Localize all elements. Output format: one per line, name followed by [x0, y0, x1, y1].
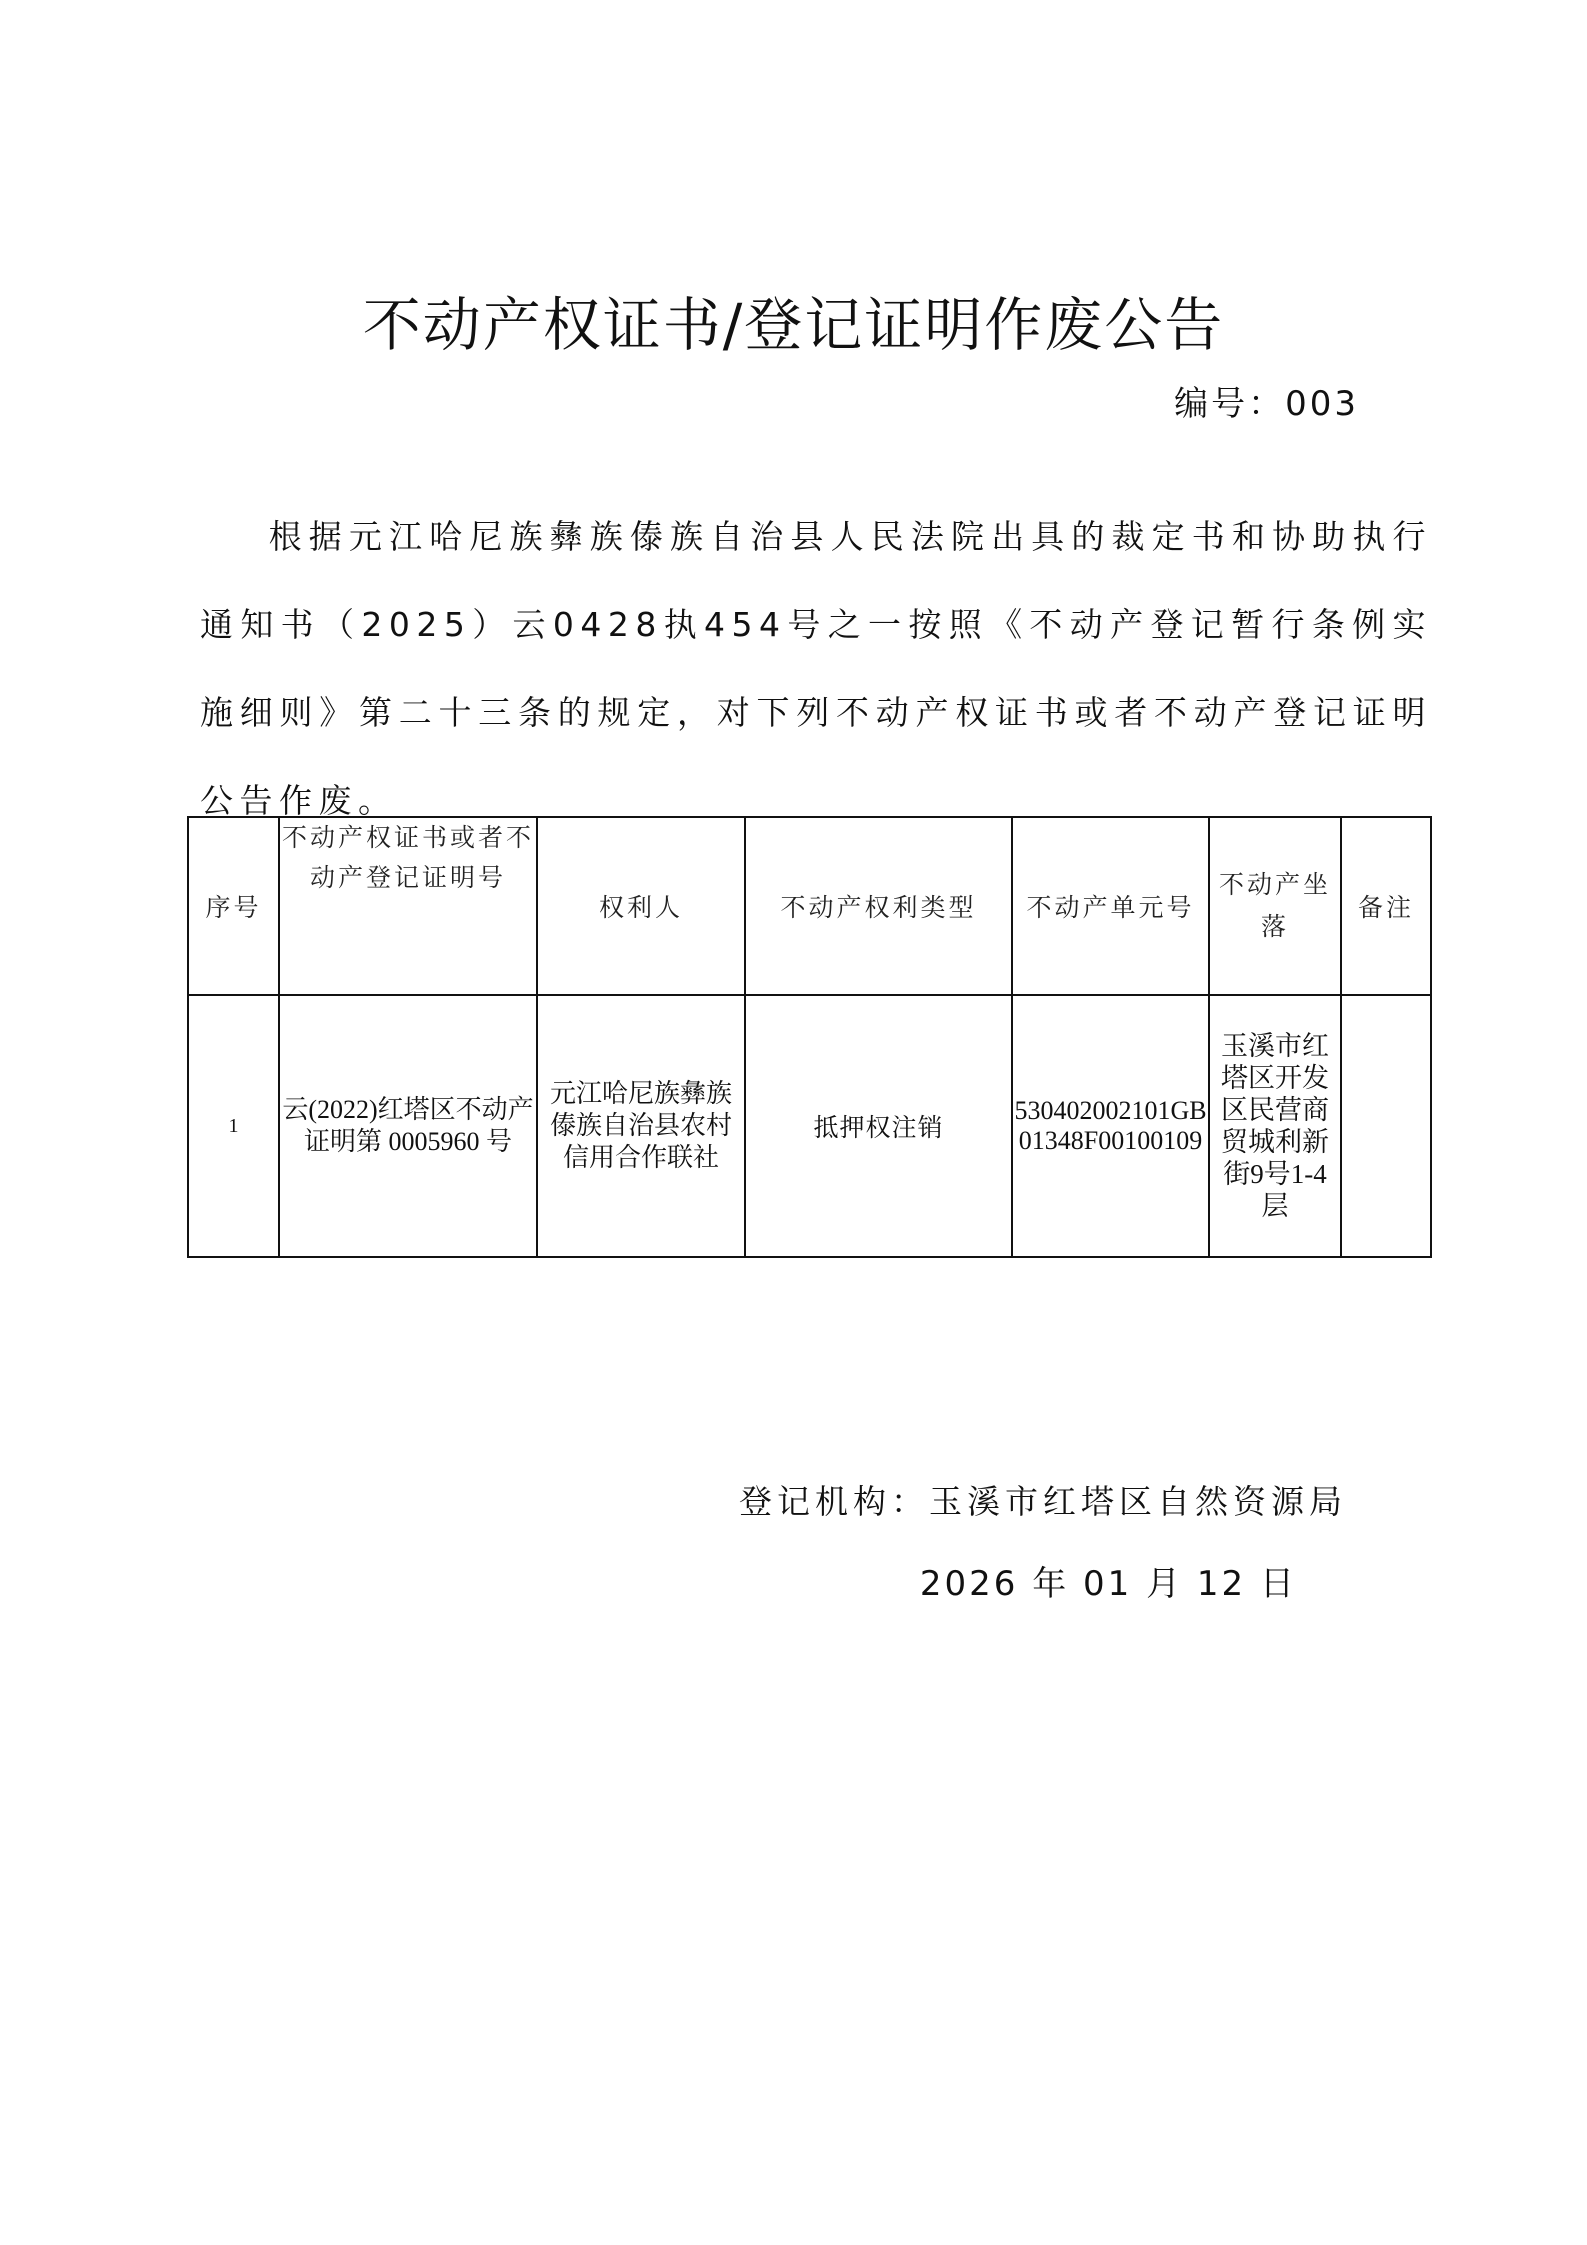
- header-remarks: 备注: [1341, 817, 1431, 995]
- cell-certificate-no: 云(2022)红塔区不动产证明第 0005960 号: [279, 995, 537, 1257]
- table-row: [188, 995, 1431, 1257]
- cell-location: 玉溪市红塔区开发区民营商贸城利新街9号1-4层: [1209, 995, 1341, 1257]
- serial-label: 编号：: [1174, 384, 1286, 424]
- header-right-type: 不动产权利类型: [745, 817, 1012, 995]
- header-location: 不动产坐落: [1209, 817, 1341, 995]
- cell-remarks: [1341, 995, 1431, 1257]
- agency-label: 登记机构：: [739, 1482, 929, 1521]
- serial-value: 003: [1285, 384, 1359, 424]
- header-certificate-no: 不动产权证书或者不动产登记证明号: [279, 817, 537, 995]
- notice-text: 根据元江哈尼族彝族傣族自治县人民法院出具的裁定书和协助执行通知书（2025）云0428执454号之一按照《不动产登记暂行条例实施细则》第二十三条的规定，对下列不动产权证书或者不动产登记证明公告作废。: [200, 517, 1432, 820]
- header-right-holder: 权利人: [537, 817, 745, 995]
- header-seq: 序号: [188, 817, 279, 995]
- void-certificates-table: [187, 816, 1432, 1258]
- serial-number: [1174, 376, 1359, 425]
- table-header-row: [188, 817, 1431, 995]
- registration-agency: [739, 1476, 1347, 1523]
- header-unit-no: 不动产单元号: [1012, 817, 1209, 995]
- issue-date: 2026 年 01 月 12 日: [919, 1564, 1297, 1604]
- cell-right-type: 抵押权注销: [745, 995, 1012, 1257]
- agency-name: 玉溪市红塔区自然资源局: [929, 1482, 1347, 1521]
- cell-unit-no: 530402002101GB01348F00100109: [1012, 995, 1209, 1257]
- page-title: 不动产权证书/登记证明作废公告: [362, 291, 1225, 359]
- notice-paragraph: [200, 493, 1432, 845]
- cell-seq: 1: [188, 995, 279, 1257]
- cell-right-holder: 元江哈尼族彝族傣族自治县农村信用合作联社: [537, 995, 745, 1257]
